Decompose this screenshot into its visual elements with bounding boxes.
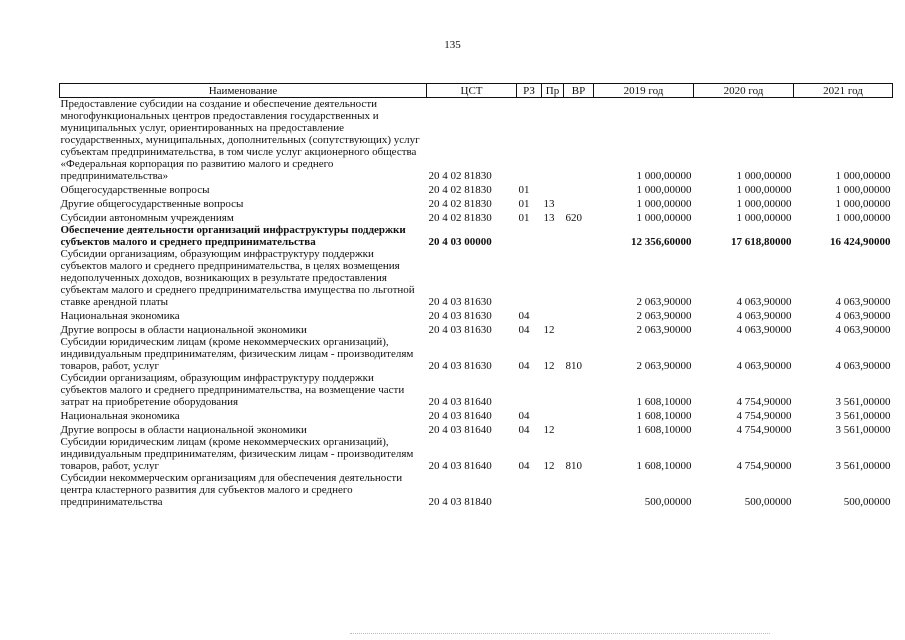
cell-2020: 1 000,00000 [736,212,792,224]
table-row [60,336,893,372]
table-row [60,248,893,308]
cell-pr [542,182,564,196]
header-pr: Пр [542,84,564,98]
cell-2021: 1 000,00000 [835,198,891,210]
cell-2019: 12 356,60000 [631,236,692,248]
cell-2019: 1 000,00000 [636,212,692,224]
table-row [60,210,893,224]
table-row [60,182,893,196]
cell-rz [517,372,542,408]
cell-2021: 3 561,00000 [835,410,891,422]
cell-2021: 3 561,00000 [835,396,891,408]
cell-pr [542,248,564,308]
cell-2019: 1 608,10000 [636,424,692,436]
cell-2020: 1 000,00000 [736,184,792,196]
cell-name: Обеспечение деятельности организаций инфраструктуры поддержки субъектов малого и среднего предпринимательства [60,224,406,248]
cell-vr [564,308,594,322]
cell-cst: 20 4 03 81840 [428,496,492,508]
page-number: 135 [444,39,461,51]
cell-rz [517,98,542,183]
cell-pr: 12 [543,460,555,472]
cell-2021: 500,00000 [843,496,891,508]
cell-name: Национальная экономика [60,310,180,322]
page-bottom-divider [350,633,770,635]
cell-2021: 3 561,00000 [835,460,891,472]
header-2019: 2019 год [594,84,694,98]
cell-rz: 04 [518,360,530,372]
cell-vr [564,422,594,436]
cell-2019: 2 063,90000 [636,324,692,336]
cell-2019: 1 000,00000 [636,184,692,196]
table-row [60,196,893,210]
cell-2019: 1 000,00000 [636,170,692,182]
cell-name: Другие вопросы в области национальной экономики [60,424,307,436]
cell-name: Другие общегосударственные вопросы [60,198,244,210]
cell-2021: 16 424,90000 [830,236,891,248]
cell-rz: 04 [518,410,530,422]
table-header-row [60,84,893,98]
cell-cst: 20 4 03 81630 [428,360,492,372]
cell-vr [564,182,594,196]
cell-cst: 20 4 03 81630 [428,324,492,336]
cell-pr [542,408,564,422]
cell-2021: 4 063,90000 [835,296,891,308]
cell-vr [564,98,594,183]
budget-table [59,83,893,508]
cell-2020: 4 754,90000 [736,460,792,472]
cell-cst: 20 4 03 81640 [428,410,492,422]
cell-2020: 4 063,90000 [736,296,792,308]
header-name: Наименование [60,84,427,98]
cell-2020: 4 063,90000 [736,324,792,336]
table-row [60,436,893,472]
cell-pr [542,472,564,508]
cell-2020: 1 000,00000 [736,198,792,210]
cell-2021: 3 561,00000 [835,424,891,436]
cell-pr: 12 [543,360,555,372]
cell-vr: 620 [565,212,582,224]
cell-cst: 20 4 03 00000 [428,236,492,248]
cell-vr [564,224,594,248]
cell-vr: 810 [565,460,582,472]
cell-2019: 2 063,90000 [636,360,692,372]
cell-2019: 2 063,90000 [636,296,692,308]
cell-name: Субсидии юридическим лицам (кроме некоммерческих организаций), индивидуальным предпринимателям, физическим лицам - производителям товаров, работ, услуг [60,336,414,372]
cell-cst: 20 4 03 81640 [428,396,492,408]
cell-2021: 4 063,90000 [835,324,891,336]
cell-2020: 17 618,80000 [731,236,792,248]
table-row [60,372,893,408]
cell-rz [517,472,542,508]
cell-pr [542,224,564,248]
table-row [60,472,893,508]
header-2020: 2020 год [694,84,794,98]
cell-pr: 12 [543,324,555,336]
cell-pr: 13 [543,212,555,224]
cell-cst: 20 4 02 81830 [428,198,492,210]
cell-vr [564,196,594,210]
cell-pr [542,372,564,408]
cell-2021: 1 000,00000 [835,184,891,196]
cell-rz: 01 [518,212,530,224]
cell-vr [564,408,594,422]
cell-name: Предоставление субсидии на создание и обеспечение деятельности многофункциональных центров предоставления государственных и муниципальных услуг, ориентированных на предоставление государственных, муниципальных, дополнительных (сопутствующих) услуг субъектам предпринимательства, в том числе услуг акционерного общества «Федеральная корпорация по развитию малого и среднего предпринимательства» [60,98,420,182]
cell-name: Субсидии организациям, образующим инфраструктуру поддержки субъектов малого и среднего предпринимательства, в целях возмещения недополученных доходов, возникающих в результате предоставления субъектам малого и среднего предпринимательства имущества по льготной ставке арендной платы [60,248,415,308]
cell-2019: 1 608,10000 [636,410,692,422]
table-body [60,98,893,509]
cell-name: Субсидии некоммерческим организациям для обеспечения деятельности центра кластерного развития для субъектов малого и среднего предпринимательства [60,472,403,508]
cell-2019: 2 063,90000 [636,310,692,322]
cell-rz [517,224,542,248]
header-vr: ВР [564,84,594,98]
cell-2020: 4 063,90000 [736,360,792,372]
table-row [60,98,893,183]
cell-2019: 1 608,10000 [636,460,692,472]
cell-name: Субсидии юридическим лицам (кроме некоммерческих организаций), индивидуальным предпринимателям, физическим лицам - производителям товаров, работ, услуг [60,436,414,472]
cell-2019: 1 608,10000 [636,396,692,408]
header-rz: РЗ [517,84,542,98]
cell-2020: 1 000,00000 [736,170,792,182]
cell-2019: 1 000,00000 [636,198,692,210]
table-row [60,322,893,336]
table-row [60,308,893,322]
cell-2020: 500,00000 [744,496,792,508]
cell-pr [542,308,564,322]
cell-2020: 4 754,90000 [736,424,792,436]
table-row [60,422,893,436]
cell-name: Национальная экономика [60,410,180,422]
table-row [60,224,893,248]
cell-2021: 4 063,90000 [835,360,891,372]
cell-rz: 01 [518,184,530,196]
cell-cst: 20 4 02 81830 [428,184,492,196]
cell-pr: 12 [543,424,555,436]
cell-name: Общегосударственные вопросы [60,184,210,196]
cell-vr [564,322,594,336]
cell-cst: 20 4 03 81640 [428,460,492,472]
header-cst: ЦСТ [427,84,517,98]
cell-2020: 4 754,90000 [736,410,792,422]
cell-name: Другие вопросы в области национальной экономики [60,324,307,336]
cell-2019: 500,00000 [644,496,692,508]
cell-2020: 4 754,90000 [736,396,792,408]
cell-name: Субсидии автономным учреждениям [60,212,234,224]
cell-cst: 20 4 03 81630 [428,310,492,322]
cell-pr: 13 [543,198,555,210]
cell-rz: 04 [518,460,530,472]
cell-2021: 1 000,00000 [835,170,891,182]
cell-pr [542,98,564,183]
header-2021: 2021 год [794,84,893,98]
cell-rz: 01 [518,198,530,210]
cell-rz: 04 [518,310,530,322]
cell-rz: 04 [518,424,530,436]
cell-rz [517,248,542,308]
cell-vr: 810 [565,360,582,372]
cell-2021: 4 063,90000 [835,310,891,322]
cell-2021: 1 000,00000 [835,212,891,224]
cell-cst: 20 4 02 81830 [428,170,492,182]
cell-2020: 4 063,90000 [736,310,792,322]
cell-rz: 04 [518,324,530,336]
cell-cst: 20 4 03 81640 [428,424,492,436]
cell-name: Субсидии организациям, образующим инфраструктуру поддержки субъектов малого и среднего предпринимательства, на возмещение части затрат на приобретение оборудования [60,372,405,408]
cell-vr [564,472,594,508]
table-row [60,408,893,422]
cell-cst: 20 4 03 81630 [428,296,492,308]
cell-vr [564,248,594,308]
cell-cst: 20 4 02 81830 [428,212,492,224]
cell-vr [564,372,594,408]
